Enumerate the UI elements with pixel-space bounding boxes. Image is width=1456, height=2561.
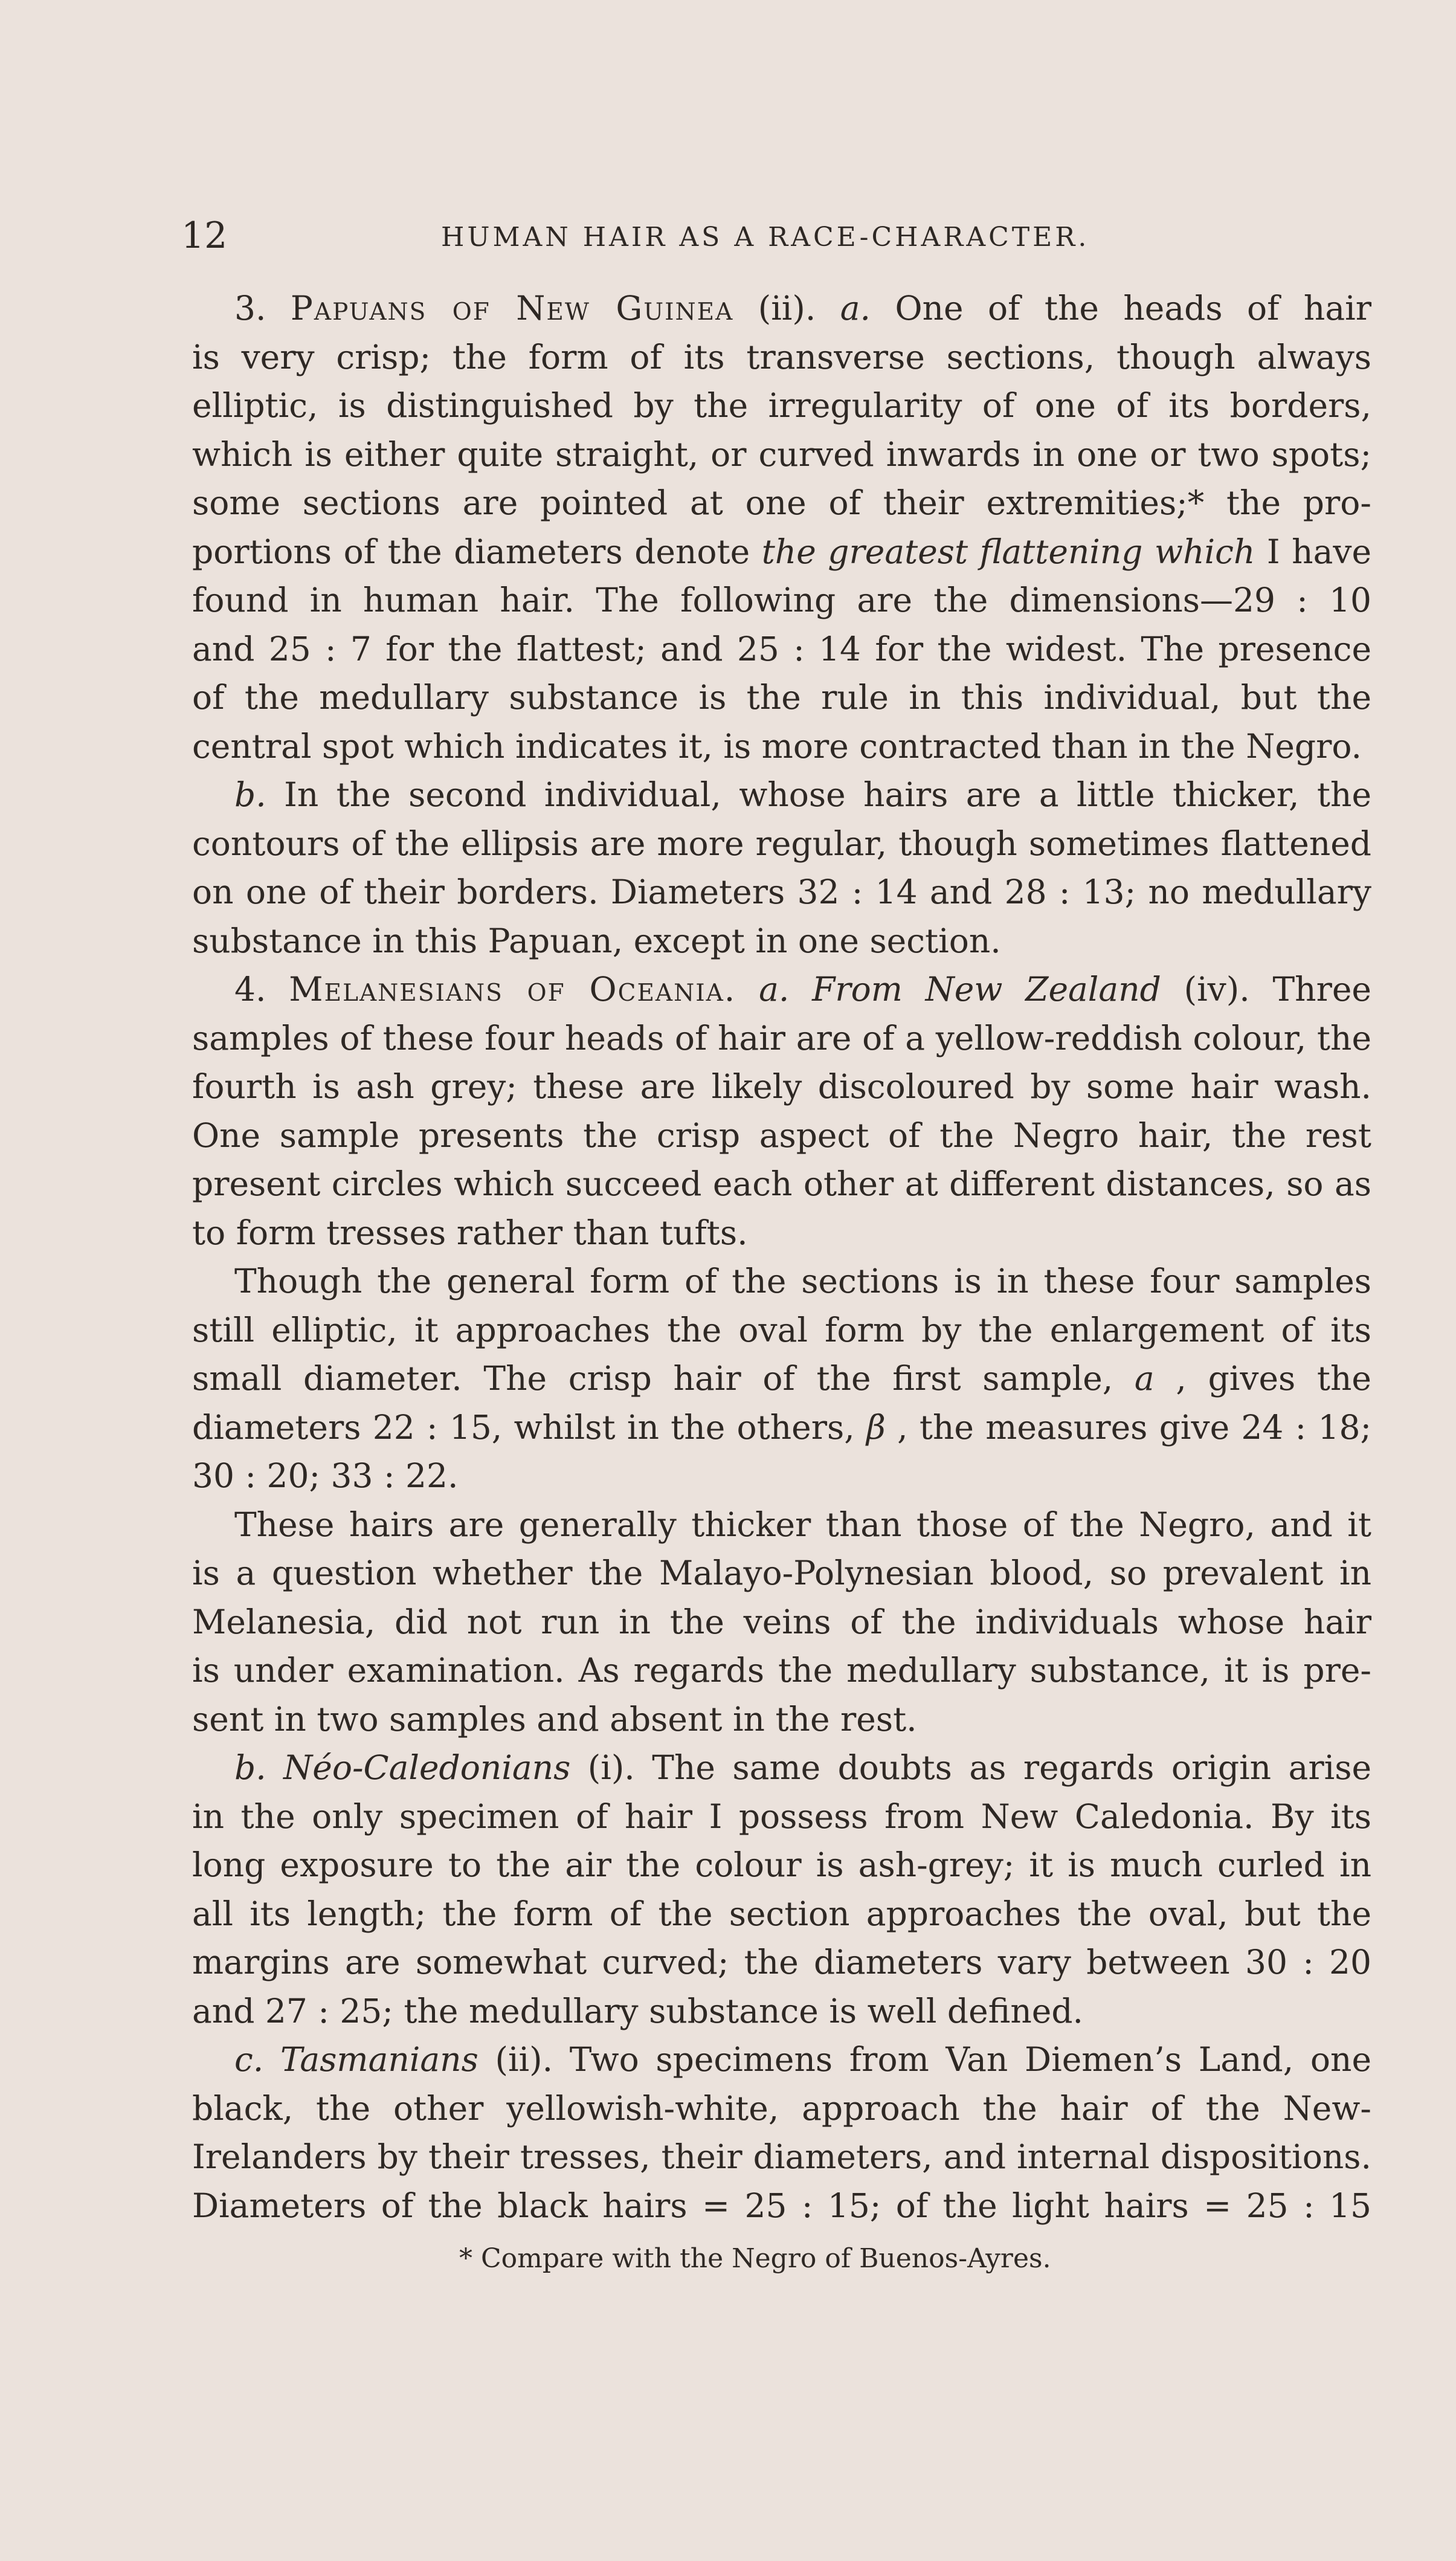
text-line [192, 1209, 1371, 1258]
italic-text: b. [234, 775, 266, 814]
text-line [192, 381, 1371, 430]
text-line [192, 1890, 1371, 1939]
text-span: is under examination. As regards the medullary substance, it is pre- [192, 1651, 1371, 1690]
text-span: of the medullary substance is the rule in this individual, but the [192, 678, 1371, 717]
text-line [192, 284, 1371, 333]
text-span: 30 : 20; 33 : 22. [192, 1456, 459, 1495]
text-span: samples of these four heads of hair are of a yellow-reddish colour, the [192, 1018, 1371, 1058]
small-caps-heading: Melanesians of Oceania. [289, 970, 736, 1009]
running-title: HUMAN HAIR AS A RACE-CHARACTER. [441, 222, 1090, 253]
italic-text: c. Tasmanians [234, 2040, 478, 2079]
text-line [192, 1792, 1371, 1841]
text-line [192, 1598, 1371, 1647]
text-line [192, 1160, 1371, 1209]
text-span: which is either quite straight, or curved inwards in one or two spots; [192, 434, 1371, 474]
text-line [192, 1111, 1371, 1160]
text-line [192, 1549, 1371, 1598]
text-span: (i). The same doubts as regards origin arise [570, 1748, 1372, 1787]
text-line [192, 479, 1371, 528]
text-line [192, 1403, 1371, 1452]
text-span: margins are somewhat curved; the diameters vary between 30 : 20 [192, 1943, 1371, 1981]
text-span: present circles which succeed each other at different distances, so as [192, 1164, 1371, 1203]
footnote: * Compare with the Negro of Buenos-Ayres. [459, 2243, 1051, 2274]
text-span: , gives the [1154, 1359, 1371, 1398]
italic-text: a [1134, 1359, 1155, 1398]
text-span: sent in two samples and absent in the rest. [192, 1699, 917, 1739]
text-span: (ii). Two specimens from Van Diemen’s Land, one [478, 2040, 1371, 2079]
text-line [192, 917, 1371, 966]
text-line [192, 1306, 1371, 1355]
text-span: Irelanders by their tresses, their diameters, and internal dispositions. [192, 2137, 1371, 2176]
italic-text: a. [840, 289, 871, 328]
text-span: (iv). Three [1161, 970, 1371, 1009]
text-line [192, 1500, 1371, 1549]
text-line [192, 1646, 1371, 1695]
text-span: found in human hair. The following are the dimensions—29 : 10 [192, 581, 1371, 619]
text-span: (ii). [733, 289, 840, 328]
text-line [192, 1257, 1371, 1306]
text-span: still elliptic, it approaches the oval form by the enlargement of its [192, 1310, 1371, 1349]
italic-text: a. From New Zealand [759, 970, 1161, 1009]
text-span: small diameter. The crisp hair of the first sample, [192, 1359, 1135, 1398]
text-span: , the measures give 24 : 18; [885, 1407, 1371, 1447]
text-span: central spot which indicates it, is more contracted than in the Negro. [192, 726, 1362, 766]
text-span: substance in this Papuan, except in one section. [192, 921, 1001, 960]
text-span: is a question whether the Malayo-Polynesian blood, so prevalent in [192, 1554, 1371, 1592]
text-span: One of the heads of hair [871, 289, 1372, 328]
small-caps-heading: Papuans of New Guinea [290, 289, 734, 328]
text-span: Melanesia, did not run in the veins of the individuals whose hair [192, 1602, 1371, 1641]
text-span: Though the general form of the sections is in these four samples [234, 1262, 1371, 1300]
text-span: These hairs are generally thicker than those of the Negro, and it [234, 1505, 1371, 1544]
text-span: One sample presents the crisp aspect of the Negro hair, the rest [192, 1116, 1371, 1155]
text-span: Diameters of the black hairs = 25 : 15; of the light hairs = 25 : 15 [192, 2186, 1371, 2225]
text-line [192, 2182, 1371, 2230]
text-line [192, 868, 1371, 917]
text-line [192, 965, 1371, 1014]
text-line [192, 1695, 1371, 1744]
text-span: is very crisp; the form of its transverse sections, though always [192, 337, 1371, 376]
text-line [192, 722, 1371, 771]
text-line [192, 1354, 1371, 1403]
italic-text: b. Néo-Caledonians [234, 1748, 571, 1787]
text-span: 3. [234, 289, 291, 328]
text-line [192, 430, 1371, 479]
text-line [192, 2035, 1371, 2084]
text-line [192, 625, 1371, 674]
text-line [192, 1014, 1371, 1063]
text-span [736, 970, 759, 1009]
text-span: all its length; the form of the section approaches the oval, but the [192, 1894, 1371, 1933]
text-span: fourth is ash grey; these are likely discoloured by some hair wash. [192, 1067, 1371, 1106]
text-span: long exposure to the air the colour is ash-grey; it is much curled in [192, 1846, 1371, 1884]
text-span: contours of the ellipsis are more regular, though sometimes flattened [192, 824, 1371, 863]
text-span: 4. [234, 970, 289, 1009]
text-span: to form tresses rather than tufts. [192, 1213, 748, 1252]
text-line [192, 2084, 1371, 2133]
text-span: black, the other yellowish-white, approach the hair of the New- [192, 2088, 1371, 2128]
text-line [192, 1938, 1371, 1987]
text-span: I have [1255, 532, 1372, 571]
text-span: and 27 : 25; the medullary substance is well defined. [192, 1991, 1084, 2030]
page-number: 12 [181, 215, 228, 257]
italic-text: β [866, 1407, 886, 1447]
text-line [192, 673, 1371, 722]
text-line [192, 2133, 1371, 2182]
text-span: some sections are pointed at one of their extremities;* the pro- [192, 483, 1371, 522]
text-line [192, 576, 1371, 625]
text-line [192, 1987, 1371, 2036]
text-line [192, 1062, 1371, 1111]
text-line [192, 819, 1371, 868]
italic-text: the greatest flattening which [761, 532, 1255, 571]
text-line [192, 1452, 1371, 1500]
text-line [192, 770, 1371, 819]
text-line [192, 1841, 1371, 1890]
text-span: diameters 22 : 15, whilst in the others, [192, 1407, 866, 1447]
text-span: on one of their borders. Diameters 32 : 14 and 28 : 13; no medullary [192, 873, 1371, 911]
text-line [192, 1743, 1371, 1792]
running-header [181, 215, 1371, 263]
text-span: portions of the diameters denote [192, 532, 762, 571]
text-line [192, 528, 1371, 576]
text-span: and 25 : 7 for the flattest; and 25 : 14 for the widest. The presence [192, 629, 1371, 668]
text-span: in the only specimen of hair I possess from New Caledonia. By its [192, 1797, 1371, 1836]
text-span: In the second individual, whose hairs are a little thicker, the [266, 775, 1371, 814]
text-span: elliptic, is distinguished by the irregularity of one of its borders, [192, 386, 1371, 425]
body-text [192, 284, 1371, 2230]
text-line [192, 333, 1371, 382]
